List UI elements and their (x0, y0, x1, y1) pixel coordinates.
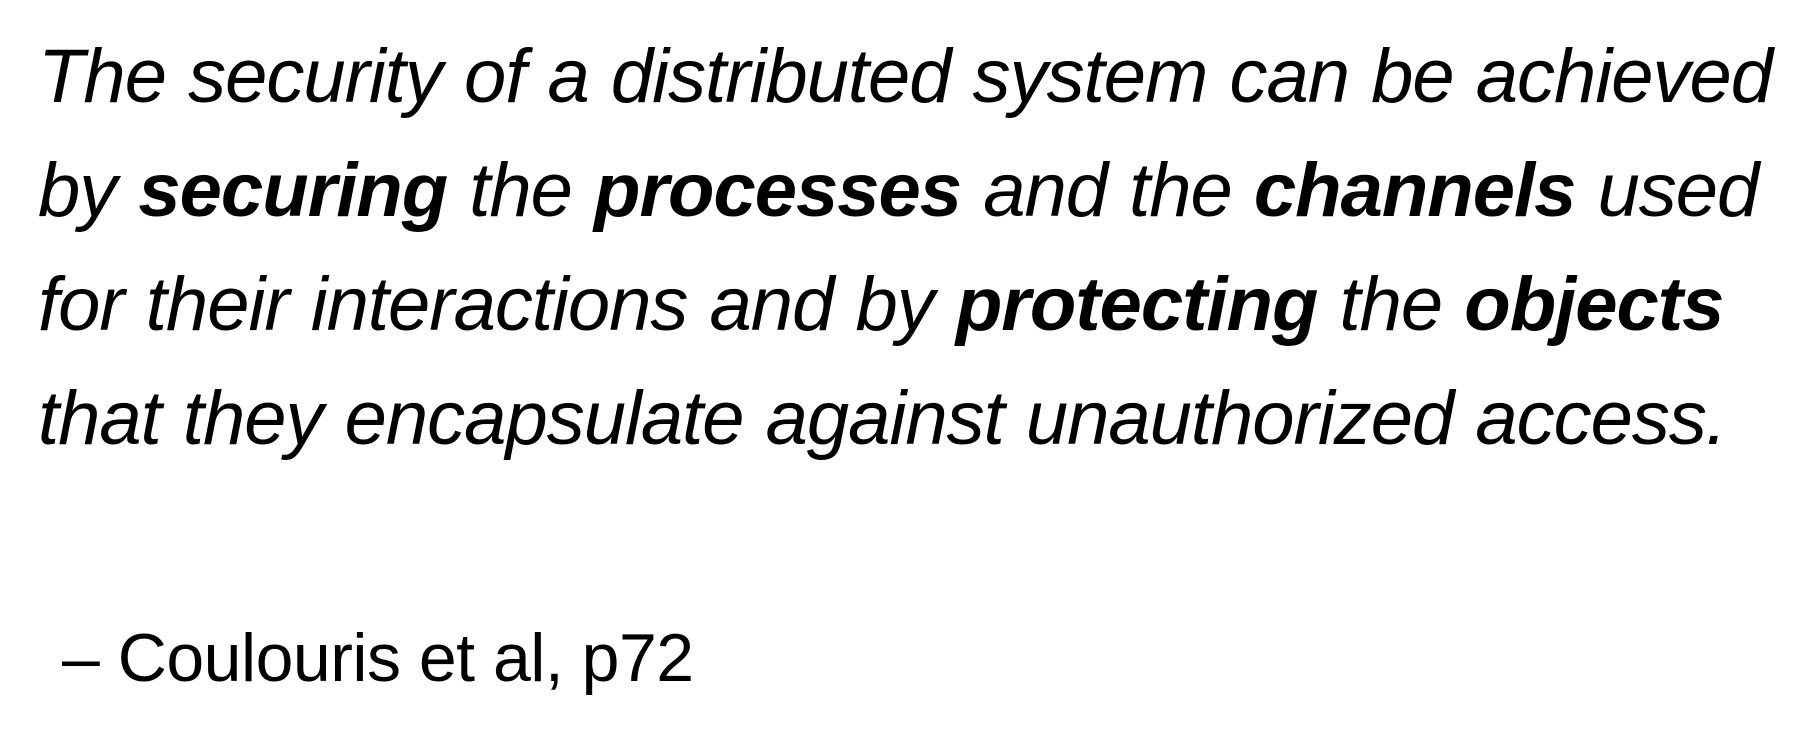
emphasis-protecting: protecting (955, 262, 1318, 347)
emphasis-channels: channels (1253, 148, 1576, 233)
quote-segment: the (447, 148, 595, 233)
quote-segment: the (1317, 262, 1465, 347)
quote-attribution: – Coulouris et al, p72 (62, 620, 694, 696)
quote-segment: used for their interactions and by (38, 148, 1759, 347)
emphasis-securing: securing (138, 148, 448, 233)
quote-text (38, 20, 1778, 476)
emphasis-objects: objects (1464, 262, 1724, 347)
emphasis-processes: processes (594, 148, 962, 233)
quote-segment: that they encapsulate against unauthorized access. (38, 376, 1727, 461)
quote-segment: The security of a distributed system can be achieved by (38, 34, 1773, 233)
quote-segment: and the (961, 148, 1254, 233)
